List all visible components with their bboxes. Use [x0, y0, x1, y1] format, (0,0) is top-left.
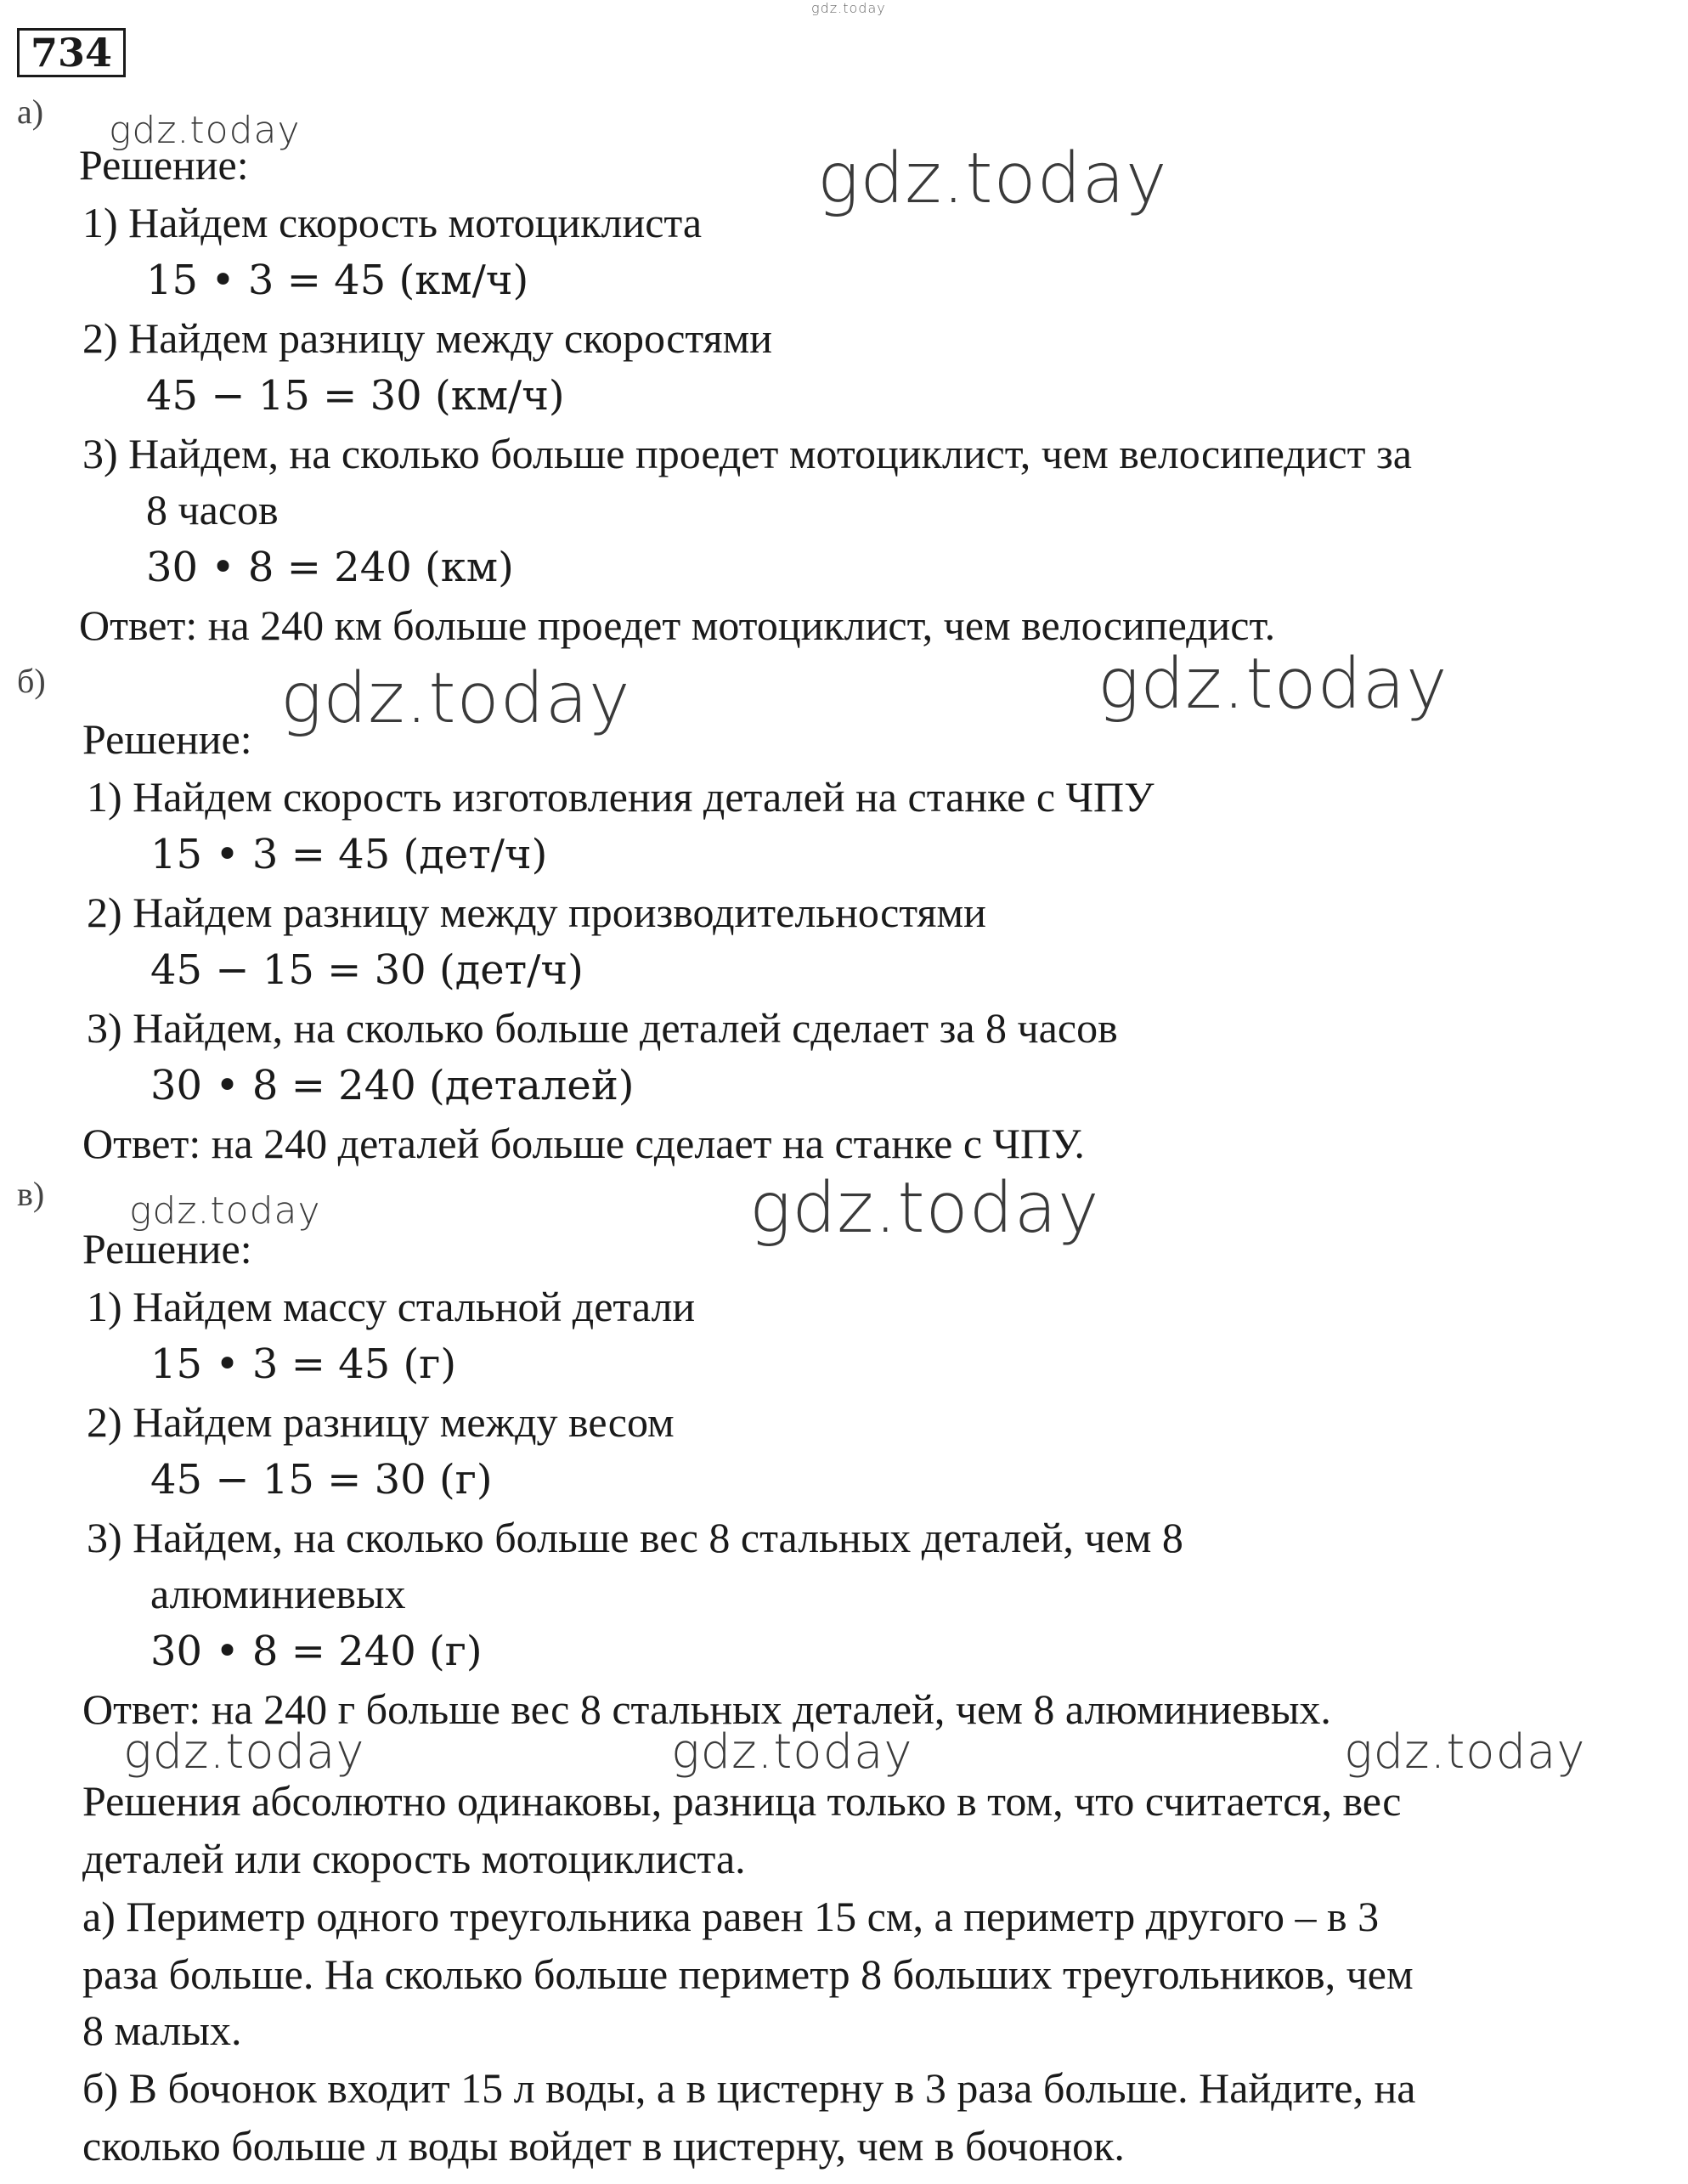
part-a-step3-text-2: 8 часов	[146, 486, 279, 533]
conclusion-line-1: Решения абсолютно одинаковы, разница только в том, что считается, вес	[82, 1777, 1402, 1825]
part-b-step3-math: 30 • 8 = 240 (деталей)	[150, 1062, 635, 1109]
part-b-step2-math: 45 − 15 = 30 (дет/ч)	[150, 946, 584, 994]
part-v-step3-text-1: 3) Найдем, на сколько больше вес 8 стальных деталей, чем 8	[87, 1514, 1183, 1561]
part-v-heading: Решение:	[82, 1225, 252, 1273]
part-b-step2-text: 2) Найдем разницу между производительностями	[87, 889, 986, 936]
watermark: gdz.today	[671, 1724, 913, 1780]
part-v-step3-text-2: алюминиевых	[150, 1570, 406, 1617]
watermark: gdz.today	[109, 109, 301, 152]
part-a-step2-math: 45 − 15 = 30 (км/ч)	[146, 372, 565, 420]
part-a-step3-text-1: 3) Найдем, на сколько больше проедет мотоциклист, чем велосипедист за	[82, 430, 1412, 477]
part-b-heading: Решение:	[82, 715, 252, 763]
part-v-step2-math: 45 − 15 = 30 (г)	[150, 1456, 493, 1504]
part-a-step1-text: 1) Найдем скорость мотоциклиста	[82, 199, 703, 246]
part-b-answer: Ответ: на 240 деталей больше сделает на станке с ЧПУ.	[82, 1120, 1085, 1167]
task-b-line-2: сколько больше л воды войдет в цистерну, чем в бочонок.	[82, 2122, 1125, 2170]
part-v-step1-text: 1) Найдем массу стальной детали	[87, 1283, 696, 1330]
part-v-step3-math: 30 • 8 = 240 (г)	[150, 1628, 483, 1675]
task-a-line-1: а) Периметр одного треугольника равен 15 см, а периметр другого – в 3	[82, 1893, 1380, 1940]
part-v-answer: Ответ: на 240 г больше вес 8 стальных деталей, чем 8 алюминиевых.	[82, 1685, 1331, 1733]
header-watermark: gdz.today	[811, 0, 886, 16]
watermark: gdz.today	[817, 138, 1168, 219]
part-a-heading: Решение:	[79, 141, 249, 189]
task-b-line-1: б) В бочонок входит 15 л воды, а в цистерну в 3 раза больше. Найдите, на	[82, 2064, 1416, 2112]
conclusion-line-2: деталей или скорость мотоциклиста.	[82, 1835, 746, 1882]
watermark: gdz.today	[280, 658, 631, 739]
part-v-label: в)	[17, 1175, 45, 1213]
part-v-step1-math: 15 • 3 = 45 (г)	[150, 1340, 457, 1388]
part-a-answer: Ответ: на 240 км больше проедет мотоциклист, чем велосипедист.	[79, 601, 1276, 649]
part-b-label: б)	[17, 662, 46, 700]
task-a-line-2: раза больше. На сколько больше периметр 8 больших треугольников, чем	[82, 1950, 1414, 1998]
problem-number: 734	[17, 28, 126, 77]
part-a-step1-math: 15 • 3 = 45 (км/ч)	[146, 257, 529, 304]
watermark: gdz.today	[123, 1724, 365, 1780]
part-b-step3-text: 3) Найдем, на сколько больше деталей сделает за 8 часов	[87, 1004, 1118, 1052]
task-a-line-3: 8 малых.	[82, 2006, 242, 2054]
part-a-label: а)	[17, 93, 44, 131]
watermark: gdz.today	[129, 1189, 321, 1233]
part-v-step2-text: 2) Найдем разницу между весом	[87, 1398, 675, 1446]
watermark: gdz.today	[1098, 644, 1448, 725]
part-a-step2-text: 2) Найдем разницу между скоростями	[82, 314, 772, 362]
watermark: gdz.today	[749, 1168, 1100, 1249]
part-b-step1-math: 15 • 3 = 45 (дет/ч)	[150, 831, 548, 878]
part-a-step3-math: 30 • 8 = 240 (км)	[146, 544, 514, 591]
part-b-step1-text: 1) Найдем скорость изготовления деталей на станке с ЧПУ	[87, 773, 1155, 821]
watermark: gdz.today	[1344, 1724, 1586, 1780]
